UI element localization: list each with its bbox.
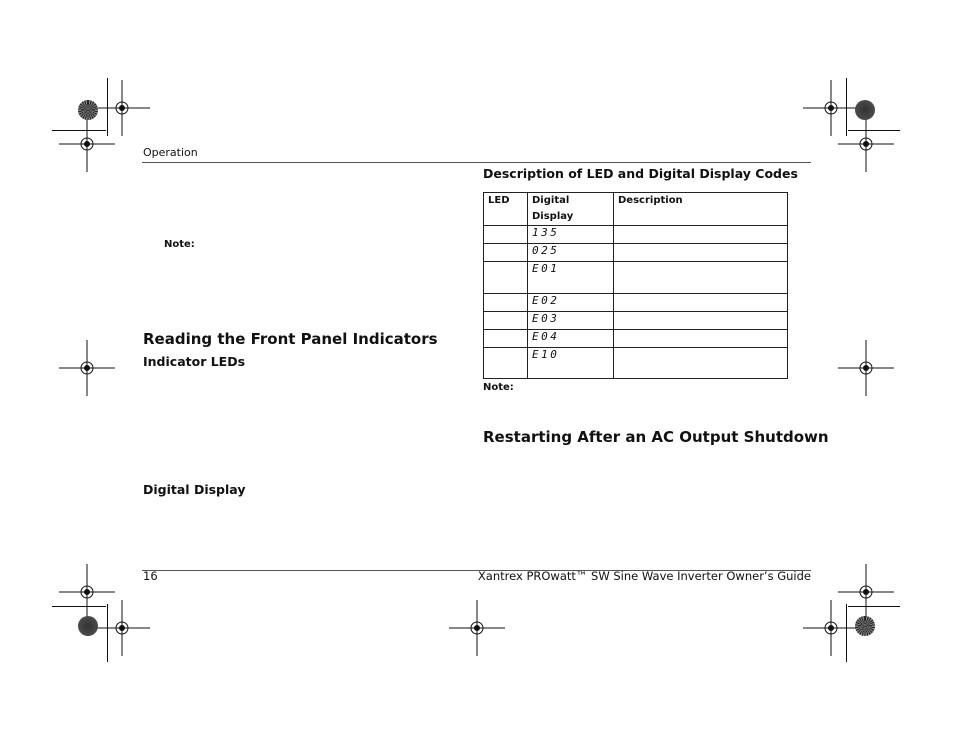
page-number: 16: [143, 569, 158, 583]
table-row: [484, 244, 788, 262]
display-code-cell: E10: [528, 348, 614, 379]
star-target-icon: [78, 616, 98, 636]
description-cell: [614, 348, 788, 379]
section-heading-front-panel: Reading the Front Panel Indicators: [143, 330, 438, 348]
led-cell: [484, 294, 528, 312]
table-row: [484, 330, 788, 348]
led-cell: [484, 330, 528, 348]
description-cell: [614, 312, 788, 330]
star-target-icon: [855, 100, 875, 120]
section-heading-restart: Restarting After an AC Output Shutdown: [483, 428, 829, 446]
description-cell: [614, 330, 788, 348]
description-cell: [614, 226, 788, 244]
led-display-codes-table: [483, 192, 788, 379]
table-row: [484, 262, 788, 294]
crop-mark: [846, 604, 847, 662]
crop-mark: [52, 606, 106, 607]
column-header: Description: [614, 193, 788, 226]
description-cell: [614, 244, 788, 262]
led-cell: [484, 226, 528, 244]
display-code-cell: E04: [528, 330, 614, 348]
crop-mark: [52, 130, 106, 131]
subheading-digital-display: Digital Display: [143, 482, 246, 497]
crop-mark: [107, 604, 108, 662]
column-header: LED: [484, 193, 528, 226]
subheading-indicator-leds: Indicator LEDs: [143, 354, 246, 369]
star-target-icon: [78, 100, 98, 120]
column-header: Digital Display: [528, 193, 614, 226]
table-row: [484, 348, 788, 379]
description-cell: [614, 294, 788, 312]
display-code-cell: 025: [528, 244, 614, 262]
led-cell: [484, 262, 528, 294]
table-title: Description of LED and Digital Display Codes: [483, 166, 798, 181]
table-row: [484, 312, 788, 330]
note-label: Note:: [164, 239, 195, 250]
table-row: [484, 226, 788, 244]
display-code-cell: E03: [528, 312, 614, 330]
display-code-cell: 135: [528, 226, 614, 244]
crop-mark: [848, 130, 900, 131]
header-rule: [142, 162, 811, 163]
led-cell: [484, 244, 528, 262]
display-code-cell: E02: [528, 294, 614, 312]
led-cell: [484, 312, 528, 330]
table-row: [484, 294, 788, 312]
star-target-icon: [855, 616, 875, 636]
guide-title: Xantrex PROwatt™ SW Sine Wave Inverter Owner’s Guide: [477, 569, 811, 583]
table-header-row: [484, 193, 788, 226]
crop-mark: [846, 78, 847, 136]
crop-mark: [848, 606, 900, 607]
running-header: Operation: [143, 146, 198, 159]
crop-mark: [107, 78, 108, 136]
led-cell: [484, 348, 528, 379]
display-code-cell: E01: [528, 262, 614, 294]
note-label: Note:: [483, 382, 514, 393]
description-cell: [614, 262, 788, 294]
